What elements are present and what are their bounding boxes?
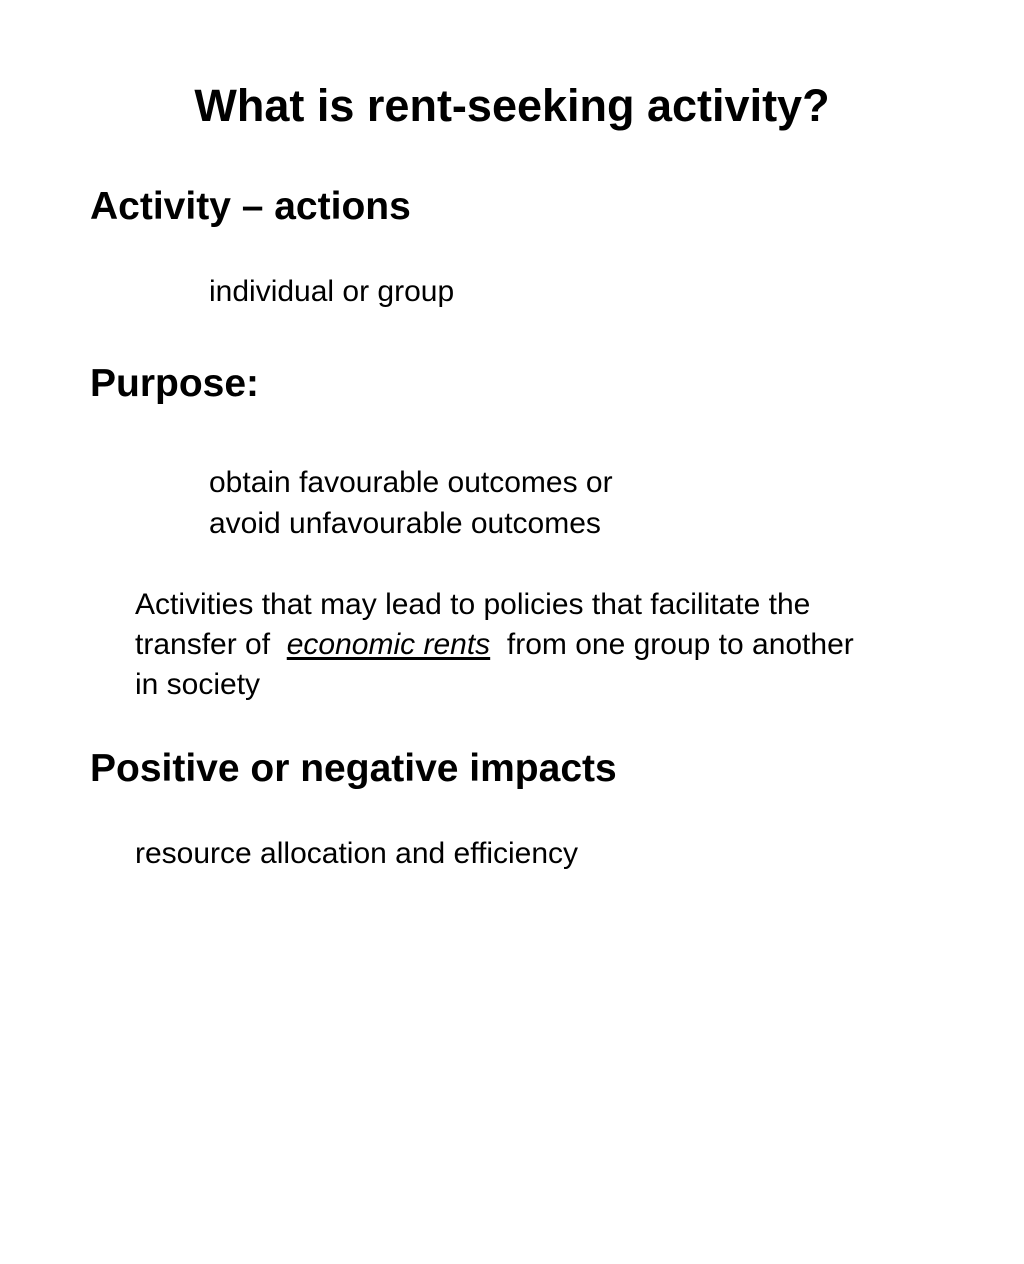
impacts-detail: resource allocation and efficiency [135, 837, 579, 870]
impacts-heading: Positive or negative impacts [90, 747, 617, 790]
activity-detail: individual or group [209, 275, 455, 308]
economic-rents-term: economic rents [286, 628, 491, 661]
definition-line-2 [135, 624, 854, 665]
page-title: What is rent-seeking activity? [194, 80, 830, 131]
purpose-line-2: avoid unfavourable outcomes [209, 507, 601, 540]
definition-line-2-after: from one group to another [498, 628, 854, 661]
purpose-heading: Purpose: [90, 362, 260, 405]
purpose-line-1: obtain favourable outcomes or [209, 466, 613, 499]
definition-line-2-before: transfer of [135, 628, 279, 661]
activity-heading: Activity – actions [90, 185, 411, 228]
definition-line-1: Activities that may lead to policies that facilitate the [135, 588, 811, 621]
definition-line-3: in society [135, 668, 261, 701]
